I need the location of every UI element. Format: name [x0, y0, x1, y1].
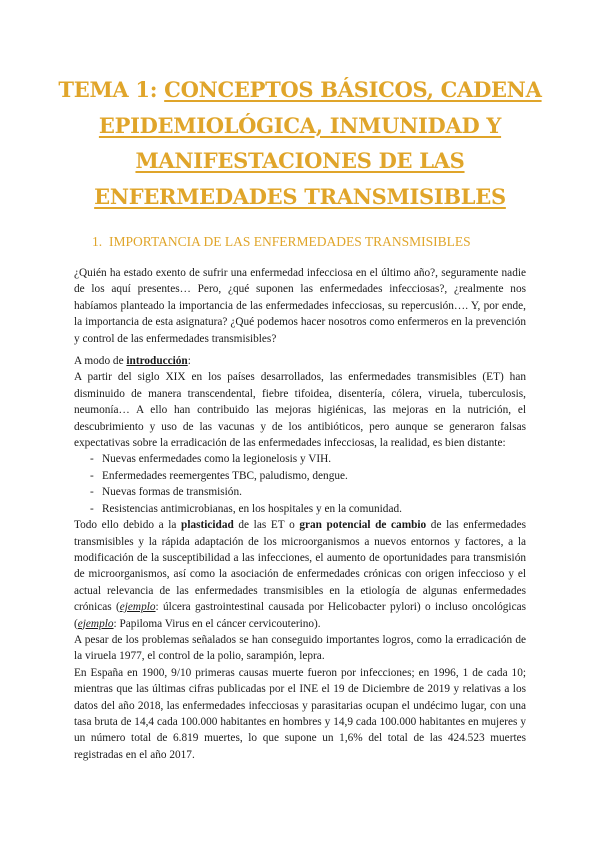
- title-underlined: CONCEPTOS BÁSICOS, CADENA EPIDEMIOLÓGICA, INMUNIDAD Y MANIFESTACIONES DE LAS ENFERMEDADES TRANSMISIBLES: [94, 77, 542, 209]
- example-label-1: ejemplo: [119, 601, 156, 614]
- bullet-item: - Enfermedades reemergentes TBC, paludismo, dengue.: [74, 468, 526, 484]
- bullet-item: - Nuevas enfermedades como la legionelosis y VIH.: [74, 451, 526, 467]
- intro-label-prefix: A modo de: [74, 355, 127, 368]
- statistics-paragraph: En España en 1900, 9/10 primeras causas muerte fueron por infecciones; en 1996, 1 de cada 10; mientras que las últimas cifras publicadas por el INE el 19 de Diciembre de 2019 y relativas a los datos del año 2018, las enfermedades infecciosas y parasitarias ocupan el undécimo lugar, con una tasa bruta de 14,4 cada 100.000 habitantes en hombres y 14,9 cada 100.000 habitantes en mujeres y un número total de 6.819 muertes, lo que supone un 1,6% del total de las 424.523 muertes registradas en el año 2017.: [74, 666, 526, 761]
- intro-label-emphasis: introducción: [126, 355, 188, 368]
- intro-label-suffix: :: [187, 355, 191, 368]
- achievements-paragraph: A pesar de los problemas señalados se han conseguido importantes logros, como la erradicación de la viruela 1977, el control de la polio, sarampión, lepra.: [74, 633, 526, 663]
- plasticity-bold-1: plasticidad: [181, 519, 234, 532]
- bullet-list: [74, 451, 526, 517]
- document-title: [40, 72, 560, 214]
- plasticity-text-5: : Papiloma Virus en el cáncer cervicouterino).: [113, 617, 321, 630]
- plasticity-bold-2: gran potencial de cambio: [299, 519, 427, 532]
- plasticity-text-2: de las ET o: [233, 519, 300, 532]
- plasticity-text-4: : úlcera gastrointestinal causada por Helicobacter pylori) o incluso oncológicas (: [74, 601, 526, 630]
- example-label-2: ejemplo: [77, 617, 114, 630]
- document-body: [74, 265, 526, 763]
- history-paragraph: A partir del siglo XIX en los países desarrollados, las enfermedades transmisibles (ET) han disminuido de manera transcendental, fiebre tifoidea, disentería, cólera, viruela, tuberculosis, neumonía… A ello han contribuido las mejoras higiénicas, las mejoras en la nutrición, el descubrimiento y uso de las vacunas y de los antibióticos, pero aunque se generaron falsas expectativas sobre la erradicación de las enfermedades infecciosas, la realidad, es bien distante:: [74, 371, 526, 450]
- bullet-item: - Resistencias antimicrobianas, en los hospitales y en la comunidad.: [74, 501, 526, 517]
- intro-paragraph: ¿Quién ha estado exento de sufrir una enfermedad infecciosa en el último año?, seguramente nadie de los aquí presentes… Pero, ¿qué suponen las enfermedades infecciosas?, ¿realmente nos habíamos planteado la importancia de las enfermedades infecciosas, su repercusión…. Y, por ende, la importancia de esta asignatura? ¿Qué podemos hacer nosotros como enfermeros en la prevención y control de las enfermedades transmisibles?: [74, 267, 526, 345]
- section-heading: [92, 234, 471, 250]
- intro-label: [74, 353, 526, 369]
- section-title: IMPORTANCIA DE LAS ENFERMEDADES TRANSMISIBLES: [109, 234, 471, 249]
- plasticity-paragraph: [74, 517, 526, 632]
- plasticity-text-1: Todo ello debido a la: [74, 519, 182, 532]
- title-prefix: TEMA 1:: [58, 77, 165, 102]
- plasticity-text-3: de las enfermedades transmisibles y la rápida adaptación de los microorganismos a nuevos entornos y factores, a la modificación de la susceptibilidad a las infecciones, el aumento de oportunidades para transmisión de microorganismos, así como la asociación de enfermedades crónicas con origen infeccioso y el actual relevancia de las enfermedades transmisibles en la etiología de algunas enfermedades crónicas (: [74, 519, 526, 614]
- section-number: 1.: [92, 234, 103, 249]
- bullet-item: - Nuevas formas de transmisión.: [74, 484, 526, 500]
